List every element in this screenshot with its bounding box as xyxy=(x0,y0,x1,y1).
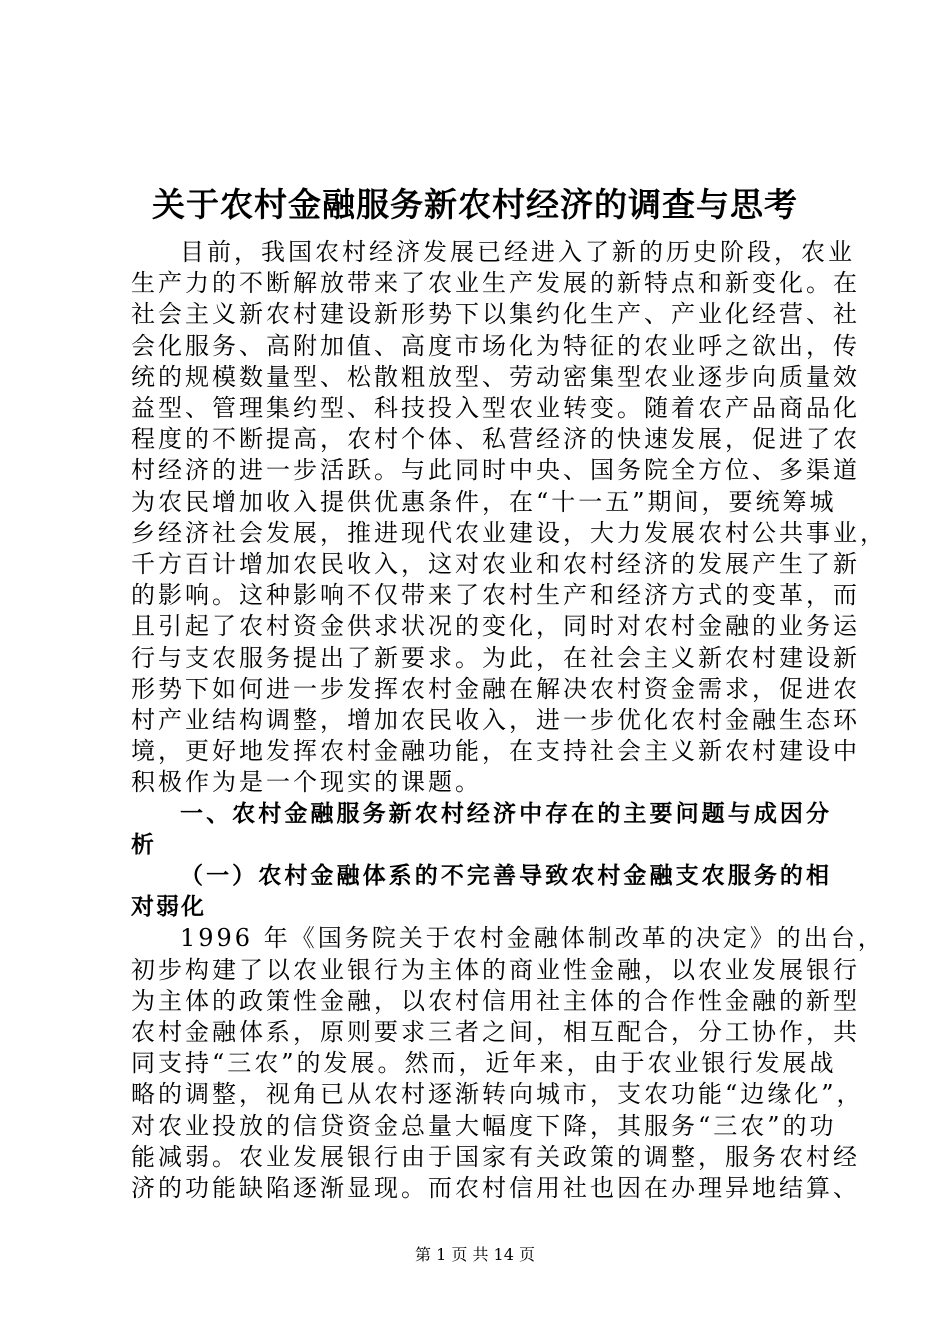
paragraph-line: 千方百计增加农民收入，这对农业和农村经济的发展产生了新 xyxy=(131,550,860,578)
subsection-heading-line: 对弱化 xyxy=(131,894,206,921)
paragraph-line: 农村金融体系，原则要求三者之间，相互配合，分工协作，共 xyxy=(131,1018,860,1046)
paragraph-line: 境，更好地发挥农村金融功能，在支持社会主义新农村建设中 xyxy=(131,737,860,766)
paragraph-line: 济的功能缺陷逐渐显现。而农村信用社也因在办理异地结算、 xyxy=(131,1174,860,1202)
paragraph-line: 形势下如何进一步发挥农村金融在解决农村资金需求，促进农 xyxy=(131,674,860,703)
paragraph-line: 行与支农服务提出了新要求。为此，在社会主义新农村建设新 xyxy=(131,643,860,672)
paragraph-line: 目前，我国农村经济发展已经进入了新的历史阶段，农业 xyxy=(180,238,855,266)
paragraph-line: 1996 年《国务院关于农村金融体制改革的决定》的出台， xyxy=(180,924,885,953)
paragraph-line: 生产力的不断解放带来了农业生产发展的新特点和新变化。在 xyxy=(131,269,860,298)
subsection-heading-line: （一）农村金融体系的不完善导致农村金融支农服务的相 xyxy=(180,863,831,889)
paragraph-line: 积极作为是一个现实的课题。 xyxy=(131,768,482,797)
paragraph-line: 会化服务、高附加值、高度市场化为特征的农业呼之欲出，传 xyxy=(131,331,860,360)
paragraph-line: 为主体的政策性金融，以农村信用社主体的合作性金融的新型 xyxy=(131,986,860,1015)
paragraph-line: 对农业投放的信贷资金总量大幅度下降，其服务“三农”的功 xyxy=(131,1111,837,1140)
paragraph-line: 且引起了农村资金供求状况的变化，同时对农村金融的业务运 xyxy=(131,612,860,641)
paragraph-line: 的影响。这种影响不仅带来了农村生产和经济方式的变革，而 xyxy=(131,581,860,610)
paragraph-line: 社会主义新农村建设新形势下以集约化生产、产业化经营、社 xyxy=(131,300,860,329)
paragraph-line: 初步构建了以农业银行为主体的商业性金融，以农业发展银行 xyxy=(131,955,860,984)
section-heading-line: 析 xyxy=(131,831,156,858)
paragraph-line: 村经济的进一步活跃。与此同时中央、国务院全方位、多渠道 xyxy=(131,456,860,485)
paragraph-line: 益型、管理集约型、科技投入型农业转变。随着农产品商品化 xyxy=(131,394,860,422)
paragraph-line: 统的规模数量型、松散粗放型、劳动密集型农业逐步向质量效 xyxy=(131,362,860,391)
document-title: 关于农村金融服务新农村经济的调查与思考 xyxy=(152,185,798,224)
paragraph-line: 为农民增加收入提供优惠条件，在“十一五”期间，要统筹城 xyxy=(131,487,837,516)
paragraph-line: 村产业结构调整，增加农民收入，进一步优化农村金融生态环 xyxy=(131,706,860,734)
paragraph-line: 乡经济社会发展，推进现代农业建设，大力发展农村公共事业， xyxy=(131,518,887,547)
page-footer: 第 1 页 共 14 页 xyxy=(415,1245,535,1264)
paragraph-line: 程度的不断提高，农村个体、私营经济的快速发展，促进了农 xyxy=(131,425,860,454)
section-heading-line: 一、农村金融服务新农村经济中存在的主要问题与成因分 xyxy=(180,800,831,827)
paragraph-line: 略的调整，视角已从农村逐渐转向城市，支农功能“边缘化”， xyxy=(131,1080,864,1109)
paragraph-line: 同支持“三农”的发展。然而，近年来，由于农业银行发展战 xyxy=(131,1049,837,1078)
paragraph-line: 能减弱。农业发展银行由于国家有关政策的调整，服务农村经 xyxy=(131,1142,860,1171)
